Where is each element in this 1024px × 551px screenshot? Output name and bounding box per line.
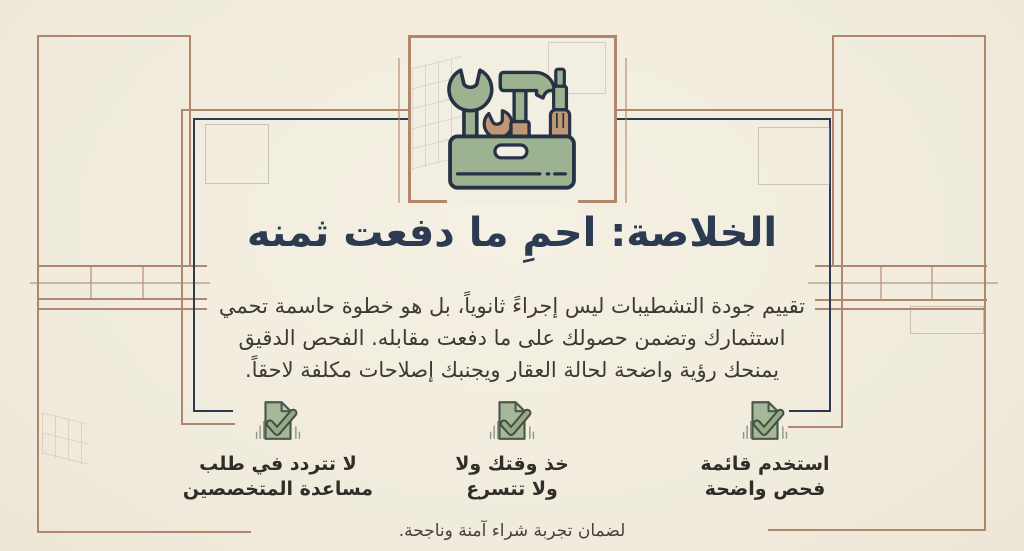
tip-label: فحص واضحة (704, 478, 826, 500)
panel-border-copper (841, 109, 843, 428)
frame-line (142, 265, 144, 300)
summary-paragraph (212, 290, 812, 386)
frame-line (880, 265, 882, 301)
tip-label: لا تتردد في طلب (199, 453, 357, 475)
frame-line (808, 282, 998, 284)
tip-label: استخدم قائمة (700, 453, 830, 475)
checklist-check-icon (487, 398, 537, 444)
sketch-rect (910, 306, 984, 334)
toolbox-icon (447, 66, 577, 192)
frame-line (37, 531, 251, 533)
frame-line (398, 58, 400, 203)
frame-line (768, 529, 986, 531)
checklist-check-icon (253, 398, 303, 444)
checklist-check-icon (740, 398, 790, 444)
page-title: الخلاصة: احمِ ما دفعت ثمنه (246, 210, 778, 256)
summary-line: تقييم جودة التشطيبات ليس إجراءً ثانوياً، بل هو خطوة حاسمة تحمي (218, 294, 806, 318)
tip-ask-specialists (163, 398, 393, 502)
frame-line (37, 35, 191, 37)
sketch-rect (758, 127, 830, 185)
tip-label: ولا تتسرع (466, 478, 558, 500)
footer-text: لضمان تجربة شراء آمنة وناجحة. (398, 521, 626, 541)
frame-line (411, 200, 447, 203)
frame-line (30, 282, 210, 284)
sketch-rect (205, 124, 269, 184)
frame-line (832, 35, 986, 37)
tip-take-your-time (397, 398, 627, 502)
frame-line (37, 35, 39, 533)
summary-line: يمنحك رؤية واضحة لحالة العقار ويجنبك إصلاحات مكلفة لاحقاً. (244, 358, 780, 382)
frame-line (931, 265, 933, 301)
summary-line: استثمارك وتضمن حصولك على ما دفعت مقابله. الفحص الدقيق (238, 326, 786, 350)
frame-line (90, 265, 92, 300)
frame-line (578, 200, 614, 203)
panel-border-copper (181, 109, 183, 425)
tip-label: مساعدة المتخصصين (182, 478, 374, 500)
sketch-grid (42, 412, 88, 465)
tip-label: خذ وقتك ولا (455, 453, 569, 475)
panel-border-navy (193, 118, 195, 412)
frame-line (625, 58, 627, 203)
tip-use-checklist (650, 398, 880, 502)
